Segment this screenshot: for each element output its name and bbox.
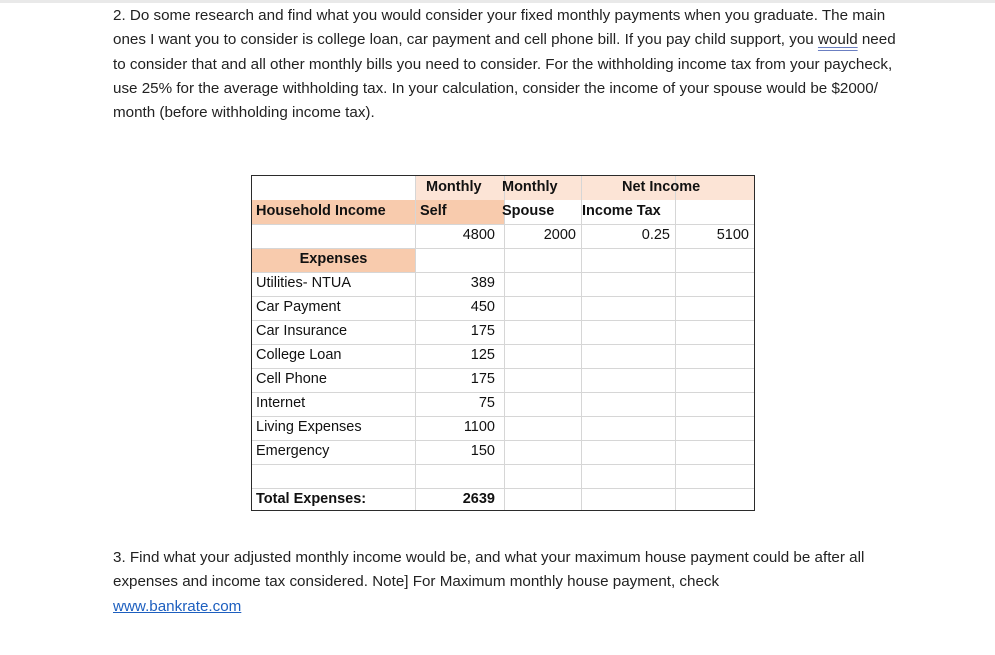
expense-name: Internet [256, 395, 306, 411]
self-income-value[interactable]: 4800 [462, 227, 495, 243]
page-top-edge [0, 0, 995, 3]
question-3-text: 3. Find what your adjusted monthly income would be, and what your maximum house payment could be after all expenses and income tax considered. Note] For Maximum monthly house payment, check [113, 549, 865, 591]
net-income-heading: Net Income [622, 179, 701, 195]
expense-name: College Loan [256, 347, 342, 363]
income-tax-value[interactable]: 0.25 [641, 227, 670, 243]
self-heading: Self [420, 203, 447, 219]
expense-amount[interactable]: 1100 [463, 419, 495, 435]
spouse-income-value[interactable]: 2000 [543, 227, 576, 243]
monthly-self-heading: Monthly [426, 179, 482, 195]
expense-name: Living Expenses [256, 419, 362, 435]
expense-amount[interactable]: 150 [470, 443, 495, 459]
expense-name: Emergency [256, 443, 330, 459]
total-expenses-value[interactable]: 2639 [462, 491, 495, 507]
question-2-text-start: 2. Do some research and find what you would consider your fixed monthly payments when you graduate. The main ones I want you to consider is college loan, car payment and cell phone bill. If you pay child support, you [113, 7, 886, 49]
expense-amount[interactable]: 175 [470, 371, 495, 387]
expense-name: Car Insurance [256, 323, 348, 339]
grammar-flagged-word[interactable]: would [817, 31, 858, 49]
household-budget-table [251, 175, 755, 511]
question-3-paragraph [113, 546, 903, 619]
expense-amount[interactable]: 175 [470, 323, 495, 339]
expense-amount[interactable]: 450 [470, 299, 495, 315]
expense-amount[interactable]: 125 [470, 347, 495, 363]
expense-amount[interactable]: 389 [470, 275, 495, 291]
income-tax-heading: Income Tax [582, 203, 661, 219]
question-2-text-end: need to consider that and all other monthly bills you need to consider. For the withholding income tax from your paycheck, use 25% for the average withholding tax. In your calculation, consider the income of your spouse would be $2000/ month (before withholding income tax). [113, 31, 896, 122]
expenses-heading: Expenses [299, 251, 368, 267]
question-2-paragraph [113, 4, 903, 125]
household-income-label: Household Income [256, 203, 386, 219]
total-expenses-label: Total Expenses: [256, 491, 367, 507]
expense-name: Utilities- NTUA [256, 275, 352, 291]
expense-name: Cell Phone [256, 371, 327, 387]
spouse-heading: Spouse [502, 203, 555, 219]
expense-name: Car Payment [256, 299, 341, 315]
monthly-spouse-heading: Monthly [502, 179, 558, 195]
net-income-value[interactable]: 5100 [716, 227, 749, 243]
bankrate-link[interactable]: www.bankrate.com [113, 597, 242, 615]
expense-amount[interactable]: 75 [478, 395, 495, 411]
